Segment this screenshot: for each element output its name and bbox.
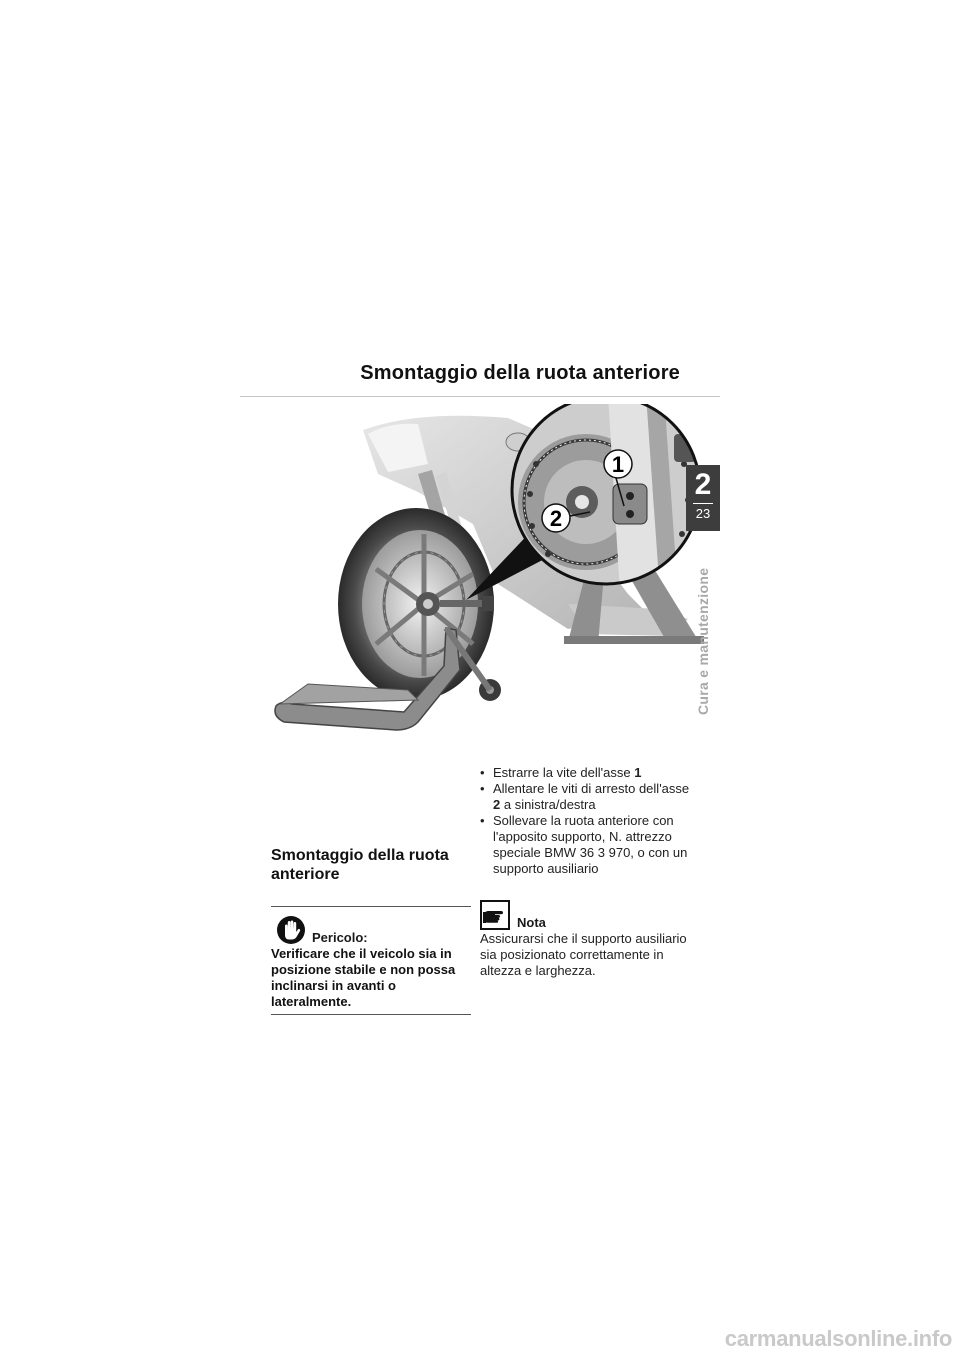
chapter-side-label: Cura e manutenzione — [695, 567, 711, 715]
pointing-hand-note-icon — [480, 900, 510, 930]
step-reference: 2 — [493, 797, 501, 812]
chapter-tab — [686, 465, 720, 531]
section-heading: Smontaggio della ruota anteriore — [271, 847, 449, 883]
step-item — [480, 765, 695, 781]
chapter-tab-divider — [693, 503, 713, 504]
step-item — [480, 781, 695, 813]
title-divider — [240, 396, 720, 397]
callout-1: 1 — [611, 452, 625, 477]
step-list — [480, 765, 695, 877]
step-item — [480, 813, 695, 877]
callout-2: 2 — [549, 506, 563, 531]
note-text: Assicurarsi che il supporto ausiliario sia posizionato correttamente in altezza e larghezza. — [480, 931, 687, 978]
note — [480, 900, 695, 979]
step-text: Estrarre la vite dell'asse — [493, 765, 635, 780]
step-reference: 1 — [634, 765, 642, 780]
danger-text: Verificare che il veicolo sia in posizione stabile e non possa inclinarsi in avanti o lateralmente. — [271, 946, 456, 1009]
danger-label: Pericolo: — [312, 930, 368, 945]
note-label: Nota — [517, 915, 546, 930]
page-number: 23 — [695, 506, 711, 521]
chapter-number: 2 — [694, 468, 712, 501]
danger-warning — [271, 906, 471, 1015]
step-text: Allentare le viti di arresto dell'asse — [493, 781, 690, 796]
step-text: Sollevare la ruota anteriore con l'apposito supporto, N. attrezzo speciale BMW 36 3 970, o con un supporto ausiliario — [493, 813, 688, 876]
right-column — [480, 765, 695, 979]
page-title: Smontaggio della ruota anteriore — [360, 362, 680, 384]
stop-hand-icon — [276, 915, 306, 945]
motorcycle-stand-drawing — [268, 404, 720, 744]
front-wheel-illustration — [268, 404, 720, 744]
site-watermark: carmanualsonline.info — [724, 1326, 952, 1351]
left-column — [271, 846, 471, 1015]
step-text-after: a sinistra/destra — [500, 797, 596, 812]
